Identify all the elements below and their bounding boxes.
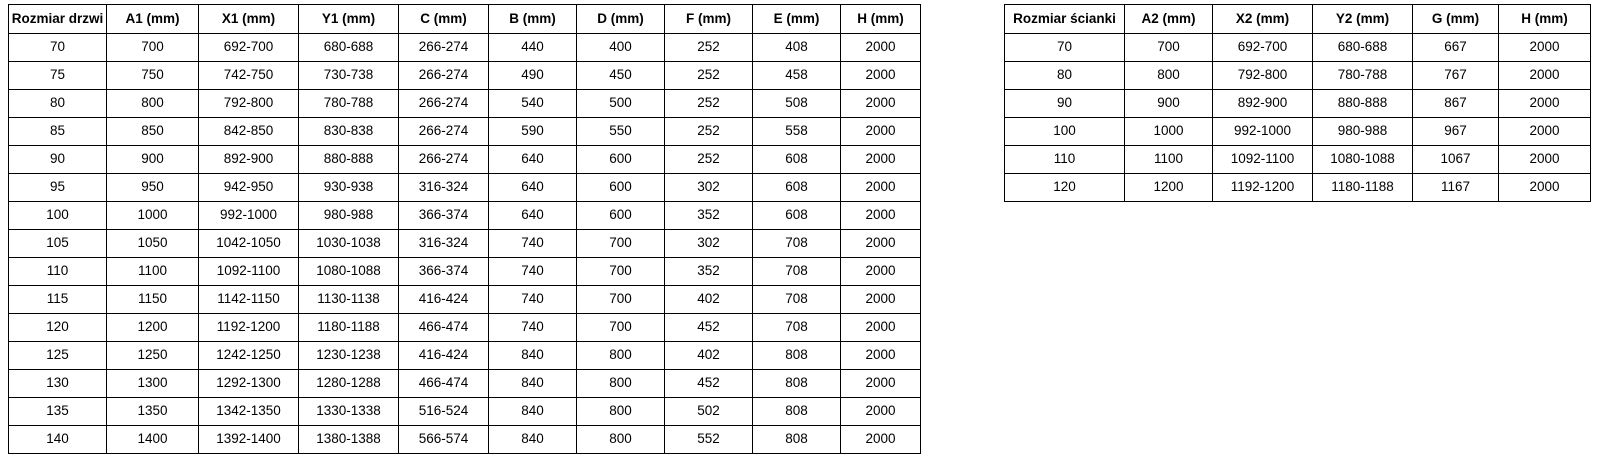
table-row <box>1005 174 1591 202</box>
doors-cell: 900 <box>107 146 199 174</box>
doors-cell: 1142-1150 <box>199 286 299 314</box>
doors-cell: 266-274 <box>399 62 489 90</box>
doors-cell: 1130-1138 <box>299 286 399 314</box>
doors-cell: 708 <box>753 286 841 314</box>
doors-cell: 800 <box>577 370 665 398</box>
doors-cell: 640 <box>489 174 577 202</box>
doors-cell: 95 <box>9 174 107 202</box>
doors-cell: 800 <box>107 90 199 118</box>
doors-cell: 608 <box>753 146 841 174</box>
doors-column-header: E (mm) <box>753 5 841 34</box>
doors-cell: 416-424 <box>399 286 489 314</box>
doors-cell: 1000 <box>107 202 199 230</box>
wall-cell: 892-900 <box>1213 90 1313 118</box>
doors-cell: 140 <box>9 426 107 454</box>
doors-cell: 1230-1238 <box>299 342 399 370</box>
wall-cell: 1067 <box>1413 146 1499 174</box>
doors-cell: 2000 <box>841 286 921 314</box>
doors-cell: 2000 <box>841 90 921 118</box>
doors-cell: 1100 <box>107 258 199 286</box>
doors-cell: 252 <box>665 34 753 62</box>
table-row <box>9 370 921 398</box>
table-header-row <box>1005 5 1591 34</box>
doors-cell: 90 <box>9 146 107 174</box>
wall-cell: 800 <box>1125 62 1213 90</box>
doors-size-table-container <box>8 4 921 454</box>
wall-cell: 80 <box>1005 62 1125 90</box>
doors-cell: 1330-1338 <box>299 398 399 426</box>
doors-cell: 1180-1188 <box>299 314 399 342</box>
wall-cell: 867 <box>1413 90 1499 118</box>
wall-cell: 100 <box>1005 118 1125 146</box>
doors-cell: 352 <box>665 202 753 230</box>
doors-cell: 316-324 <box>399 230 489 258</box>
doors-cell: 692-700 <box>199 34 299 62</box>
doors-cell: 2000 <box>841 230 921 258</box>
wall-column-header: H (mm) <box>1499 5 1591 34</box>
doors-cell: 808 <box>753 398 841 426</box>
doors-cell: 135 <box>9 398 107 426</box>
wall-cell: 1100 <box>1125 146 1213 174</box>
wall-cell: 1167 <box>1413 174 1499 202</box>
doors-cell: 2000 <box>841 258 921 286</box>
doors-cell: 1092-1100 <box>199 258 299 286</box>
doors-column-header: C (mm) <box>399 5 489 34</box>
doors-cell: 708 <box>753 230 841 258</box>
doors-cell: 2000 <box>841 426 921 454</box>
doors-cell: 2000 <box>841 314 921 342</box>
doors-cell: 266-274 <box>399 34 489 62</box>
doors-cell: 992-1000 <box>199 202 299 230</box>
doors-cell: 1350 <box>107 398 199 426</box>
wall-cell: 680-688 <box>1313 34 1413 62</box>
doors-cell: 366-374 <box>399 202 489 230</box>
wall-size-table <box>1004 4 1591 202</box>
doors-cell: 408 <box>753 34 841 62</box>
wall-cell: 120 <box>1005 174 1125 202</box>
doors-cell: 2000 <box>841 342 921 370</box>
wall-cell: 792-800 <box>1213 62 1313 90</box>
wall-cell: 992-1000 <box>1213 118 1313 146</box>
wall-cell: 1192-1200 <box>1213 174 1313 202</box>
wall-cell: 980-988 <box>1313 118 1413 146</box>
table-row <box>9 118 921 146</box>
doors-cell: 466-474 <box>399 314 489 342</box>
doors-cell: 130 <box>9 370 107 398</box>
doors-cell: 458 <box>753 62 841 90</box>
doors-cell: 1292-1300 <box>199 370 299 398</box>
wall-cell: 900 <box>1125 90 1213 118</box>
wall-cell: 1092-1100 <box>1213 146 1313 174</box>
table-row <box>9 258 921 286</box>
doors-column-header: F (mm) <box>665 5 753 34</box>
doors-cell: 550 <box>577 118 665 146</box>
doors-column-header: H (mm) <box>841 5 921 34</box>
doors-cell: 502 <box>665 398 753 426</box>
doors-cell: 110 <box>9 258 107 286</box>
doors-cell: 700 <box>577 314 665 342</box>
doors-cell: 740 <box>489 314 577 342</box>
doors-cell: 416-424 <box>399 342 489 370</box>
doors-cell: 1342-1350 <box>199 398 299 426</box>
doors-cell: 500 <box>577 90 665 118</box>
doors-cell: 840 <box>489 370 577 398</box>
doors-column-header: Rozmiar drzwi <box>9 5 107 34</box>
wall-cell: 1200 <box>1125 174 1213 202</box>
table-row <box>9 230 921 258</box>
doors-cell: 2000 <box>841 174 921 202</box>
table-row <box>1005 90 1591 118</box>
doors-cell: 1242-1250 <box>199 342 299 370</box>
doors-column-header: Y1 (mm) <box>299 5 399 34</box>
doors-cell: 800 <box>577 398 665 426</box>
doors-cell: 808 <box>753 342 841 370</box>
doors-cell: 750 <box>107 62 199 90</box>
table-row <box>9 342 921 370</box>
wall-cell: 70 <box>1005 34 1125 62</box>
doors-cell: 1080-1088 <box>299 258 399 286</box>
doors-cell: 1050 <box>107 230 199 258</box>
doors-cell: 942-950 <box>199 174 299 202</box>
table-row <box>9 398 921 426</box>
wall-table-body <box>1005 34 1591 202</box>
doors-cell: 516-524 <box>399 398 489 426</box>
doors-cell: 700 <box>577 286 665 314</box>
wall-cell: 700 <box>1125 34 1213 62</box>
doors-cell: 808 <box>753 426 841 454</box>
doors-cell: 2000 <box>841 62 921 90</box>
doors-cell: 266-274 <box>399 146 489 174</box>
doors-cell: 252 <box>665 146 753 174</box>
wall-column-header: Rozmiar ścianki <box>1005 5 1125 34</box>
doors-cell: 440 <box>489 34 577 62</box>
wall-cell: 1080-1088 <box>1313 146 1413 174</box>
doors-cell: 1392-1400 <box>199 426 299 454</box>
doors-cell: 508 <box>753 90 841 118</box>
doors-cell: 352 <box>665 258 753 286</box>
doors-cell: 120 <box>9 314 107 342</box>
doors-cell: 75 <box>9 62 107 90</box>
doors-cell: 80 <box>9 90 107 118</box>
table-row <box>9 62 921 90</box>
doors-cell: 840 <box>489 398 577 426</box>
doors-cell: 840 <box>489 426 577 454</box>
table-row <box>9 34 921 62</box>
doors-cell: 2000 <box>841 34 921 62</box>
doors-cell: 600 <box>577 146 665 174</box>
wall-column-header: G (mm) <box>1413 5 1499 34</box>
doors-cell: 1400 <box>107 426 199 454</box>
doors-cell: 842-850 <box>199 118 299 146</box>
doors-cell: 880-888 <box>299 146 399 174</box>
doors-cell: 740 <box>489 230 577 258</box>
doors-column-header: A1 (mm) <box>107 5 199 34</box>
doors-cell: 808 <box>753 370 841 398</box>
doors-cell: 600 <box>577 174 665 202</box>
table-row <box>9 202 921 230</box>
wall-cell: 1180-1188 <box>1313 174 1413 202</box>
wall-cell: 967 <box>1413 118 1499 146</box>
wall-cell: 767 <box>1413 62 1499 90</box>
table-row <box>1005 62 1591 90</box>
doors-cell: 366-374 <box>399 258 489 286</box>
doors-cell: 252 <box>665 62 753 90</box>
doors-cell: 1300 <box>107 370 199 398</box>
doors-cell: 302 <box>665 230 753 258</box>
doors-cell: 892-900 <box>199 146 299 174</box>
doors-cell: 302 <box>665 174 753 202</box>
doors-size-table <box>8 4 921 454</box>
doors-cell: 850 <box>107 118 199 146</box>
wall-cell: 2000 <box>1499 174 1591 202</box>
doors-cell: 450 <box>577 62 665 90</box>
table-row <box>9 174 921 202</box>
doors-cell: 608 <box>753 202 841 230</box>
doors-column-header: X1 (mm) <box>199 5 299 34</box>
wall-column-header: X2 (mm) <box>1213 5 1313 34</box>
doors-cell: 700 <box>577 230 665 258</box>
table-row <box>9 314 921 342</box>
doors-cell: 2000 <box>841 118 921 146</box>
doors-cell: 1150 <box>107 286 199 314</box>
doors-cell: 452 <box>665 370 753 398</box>
doors-cell: 70 <box>9 34 107 62</box>
doors-cell: 780-788 <box>299 90 399 118</box>
doors-cell: 558 <box>753 118 841 146</box>
table-row <box>1005 34 1591 62</box>
table-row <box>9 286 921 314</box>
doors-cell: 800 <box>577 342 665 370</box>
doors-cell: 980-988 <box>299 202 399 230</box>
wall-cell: 90 <box>1005 90 1125 118</box>
doors-cell: 708 <box>753 258 841 286</box>
doors-cell: 800 <box>577 426 665 454</box>
doors-cell: 1380-1388 <box>299 426 399 454</box>
doors-cell: 840 <box>489 342 577 370</box>
doors-cell: 125 <box>9 342 107 370</box>
doors-cell: 2000 <box>841 398 921 426</box>
doors-cell: 552 <box>665 426 753 454</box>
doors-cell: 1280-1288 <box>299 370 399 398</box>
doors-cell: 742-750 <box>199 62 299 90</box>
doors-cell: 402 <box>665 342 753 370</box>
wall-cell: 2000 <box>1499 62 1591 90</box>
doors-cell: 640 <box>489 146 577 174</box>
table-header-row <box>9 5 921 34</box>
wall-cell: 1000 <box>1125 118 1213 146</box>
doors-cell: 1200 <box>107 314 199 342</box>
wall-column-header: A2 (mm) <box>1125 5 1213 34</box>
wall-cell: 2000 <box>1499 118 1591 146</box>
doors-cell: 700 <box>577 258 665 286</box>
doors-cell: 566-574 <box>399 426 489 454</box>
table-row <box>9 90 921 118</box>
doors-cell: 316-324 <box>399 174 489 202</box>
doors-cell: 590 <box>489 118 577 146</box>
wall-cell: 692-700 <box>1213 34 1313 62</box>
wall-cell: 2000 <box>1499 34 1591 62</box>
doors-column-header: B (mm) <box>489 5 577 34</box>
wall-table-header <box>1005 5 1591 34</box>
doors-cell: 600 <box>577 202 665 230</box>
table-row <box>9 146 921 174</box>
doors-cell: 680-688 <box>299 34 399 62</box>
wall-cell: 880-888 <box>1313 90 1413 118</box>
doors-cell: 466-474 <box>399 370 489 398</box>
doors-cell: 708 <box>753 314 841 342</box>
table-row <box>9 426 921 454</box>
doors-cell: 830-838 <box>299 118 399 146</box>
doors-cell: 490 <box>489 62 577 90</box>
doors-cell: 740 <box>489 286 577 314</box>
doors-cell: 452 <box>665 314 753 342</box>
doors-cell: 266-274 <box>399 118 489 146</box>
doors-cell: 266-274 <box>399 90 489 118</box>
doors-cell: 1042-1050 <box>199 230 299 258</box>
doors-column-header: D (mm) <box>577 5 665 34</box>
wall-cell: 2000 <box>1499 90 1591 118</box>
table-row <box>1005 146 1591 174</box>
doors-cell: 730-738 <box>299 62 399 90</box>
doors-cell: 100 <box>9 202 107 230</box>
doors-table-body <box>9 34 921 454</box>
wall-cell: 780-788 <box>1313 62 1413 90</box>
doors-cell: 85 <box>9 118 107 146</box>
doors-cell: 252 <box>665 118 753 146</box>
doors-cell: 608 <box>753 174 841 202</box>
doors-cell: 740 <box>489 258 577 286</box>
wall-cell: 2000 <box>1499 146 1591 174</box>
doors-cell: 402 <box>665 286 753 314</box>
doors-cell: 105 <box>9 230 107 258</box>
wall-column-header: Y2 (mm) <box>1313 5 1413 34</box>
doors-cell: 950 <box>107 174 199 202</box>
doors-cell: 792-800 <box>199 90 299 118</box>
doors-cell: 930-938 <box>299 174 399 202</box>
doors-cell: 540 <box>489 90 577 118</box>
doors-cell: 400 <box>577 34 665 62</box>
doors-cell: 2000 <box>841 370 921 398</box>
wall-cell: 110 <box>1005 146 1125 174</box>
doors-cell: 252 <box>665 90 753 118</box>
wall-size-table-container <box>1004 4 1591 202</box>
doors-cell: 2000 <box>841 146 921 174</box>
doors-cell: 640 <box>489 202 577 230</box>
doors-cell: 700 <box>107 34 199 62</box>
doors-cell: 1192-1200 <box>199 314 299 342</box>
doors-cell: 2000 <box>841 202 921 230</box>
doors-cell: 115 <box>9 286 107 314</box>
doors-table-header <box>9 5 921 34</box>
doors-cell: 1250 <box>107 342 199 370</box>
table-row <box>1005 118 1591 146</box>
wall-cell: 667 <box>1413 34 1499 62</box>
doors-cell: 1030-1038 <box>299 230 399 258</box>
